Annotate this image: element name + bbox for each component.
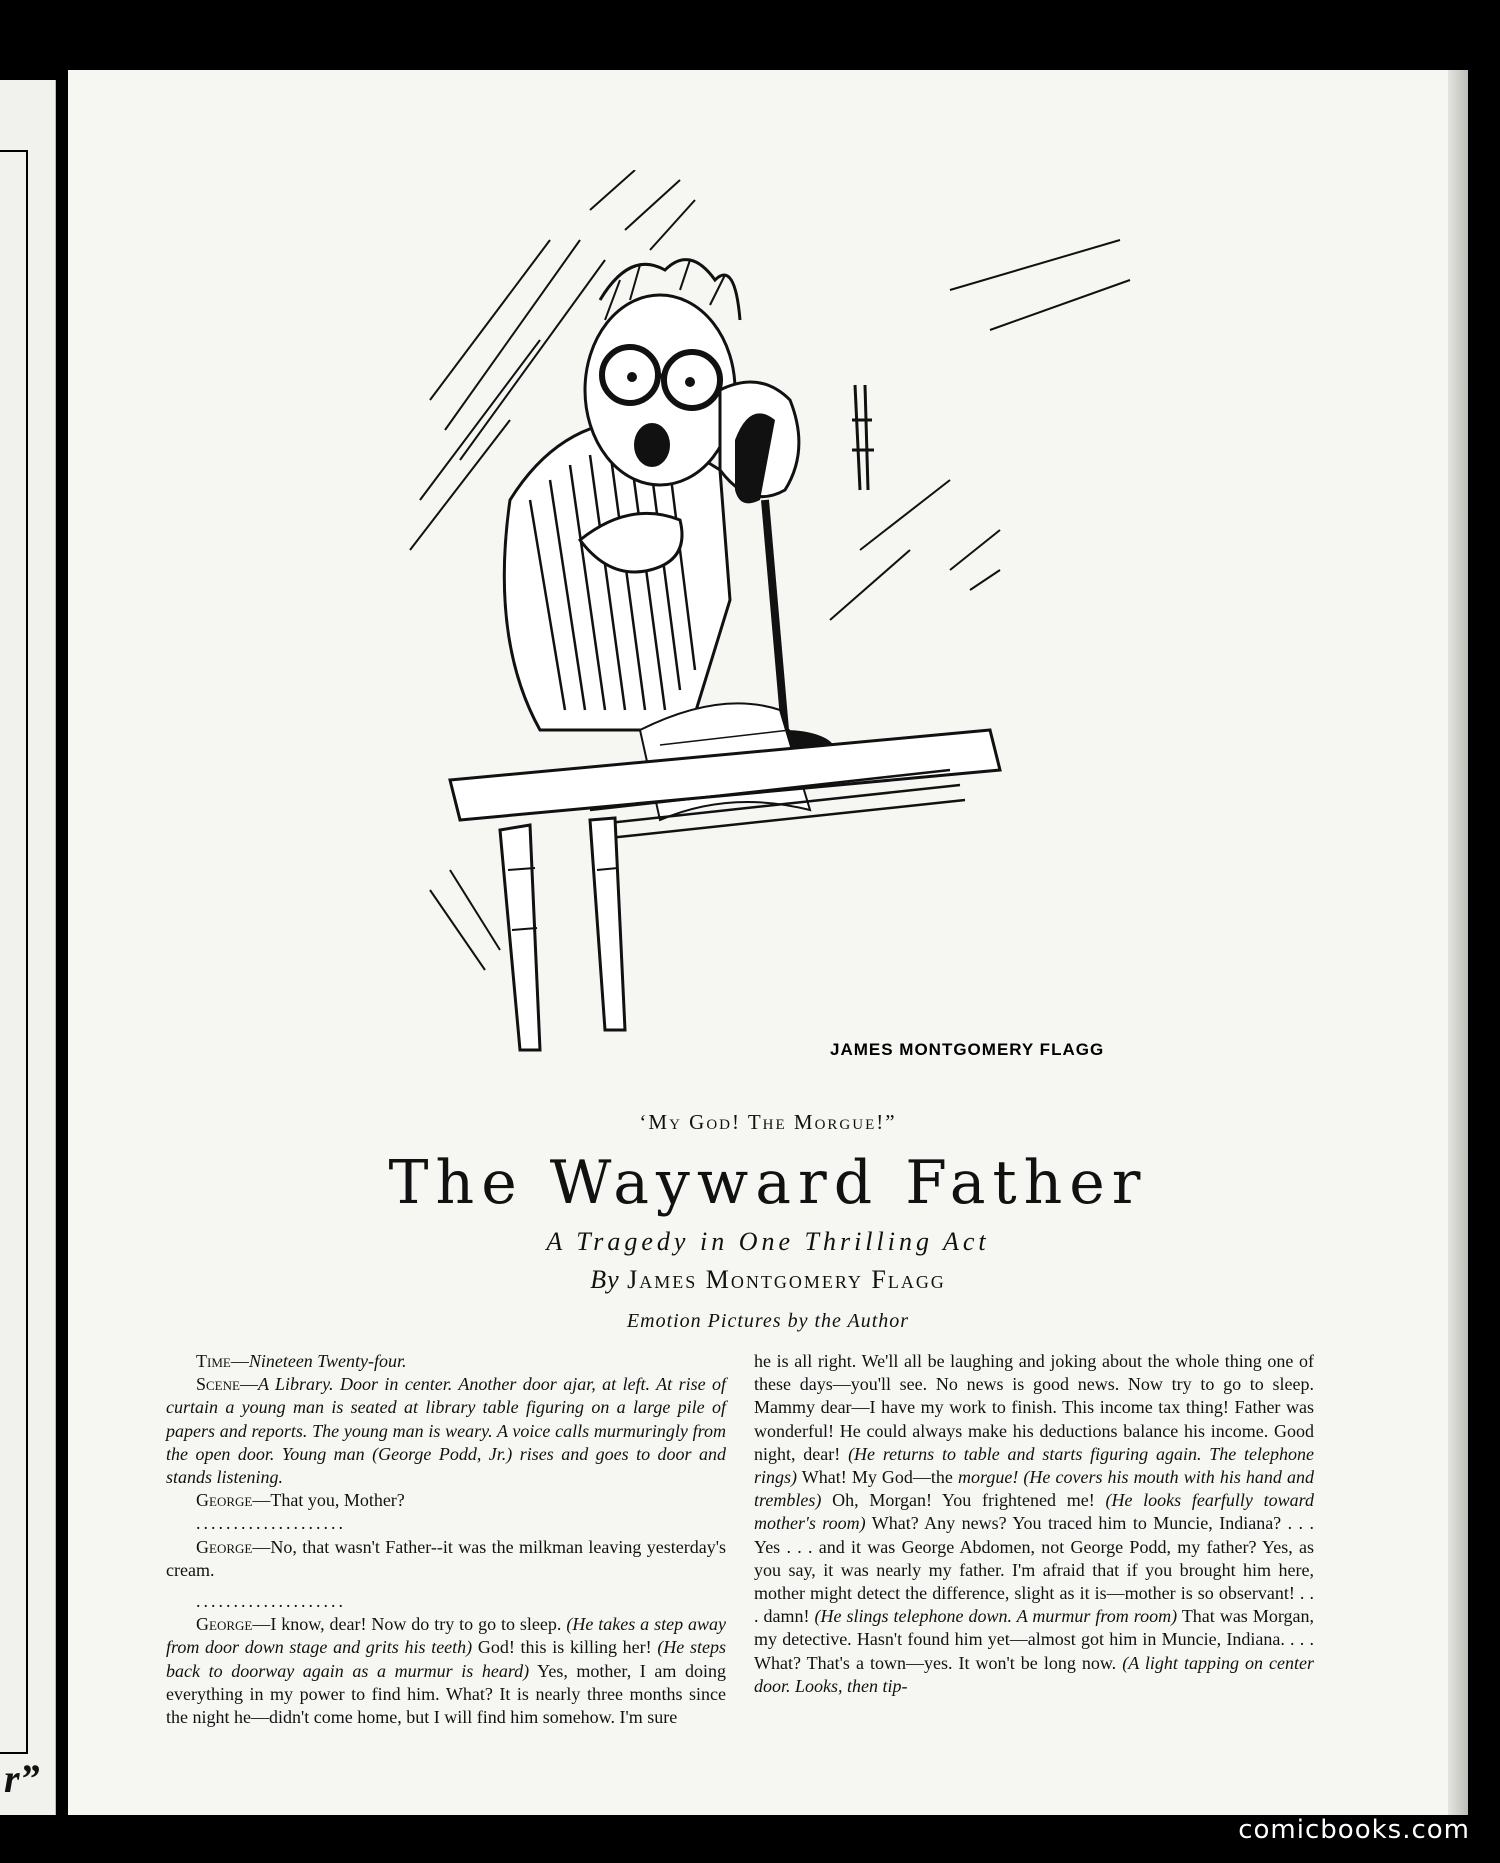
stage-label: Time—	[196, 1351, 249, 1371]
stage-direction: Nineteen Twenty-four.	[248, 1351, 407, 1371]
speaker-label: George—	[196, 1536, 271, 1557]
byline-author: James Montgomery Flagg	[627, 1265, 946, 1294]
page-edge-shadow	[1448, 70, 1468, 1815]
byline-by: By	[590, 1265, 620, 1294]
paragraph	[166, 1613, 726, 1729]
magazine-page	[68, 70, 1468, 1815]
dialogue: God! this is killing her!	[472, 1637, 658, 1658]
stage-direction: A Library. Door in center. Another door ajar, at left. At rise of curtain a young man is seated at library table figuring on a large pile of papers and reports. The young man is weary. A voice calls murmuringly from the open door. Young man (George Podd, Jr.) rises and goes to door and stands listening.	[166, 1374, 726, 1488]
paragraph	[166, 1489, 726, 1512]
stage-direction: (He slings telephone down. A murmur from room)	[814, 1606, 1178, 1627]
artist-signature: JAMES MONTGOMERY FLAGG	[830, 1040, 1105, 1059]
stage-direction: (He returns to table and starts figuring again. The telephone rings)	[754, 1443, 1315, 1488]
paragraph	[166, 1373, 726, 1489]
paragraph	[754, 1350, 1314, 1698]
speaker-label: George—	[196, 1490, 271, 1511]
dialogue-emphasis: morgue!	[958, 1467, 1019, 1488]
dialogue: Oh, Morgan! You frightened me!	[821, 1490, 1106, 1511]
stage-direction: (A light tapping on center door. Looks, then tip-	[754, 1652, 1314, 1696]
pause-dots: ....................	[196, 1513, 346, 1534]
stage-direction: (He looks fearfully toward mother's room)	[754, 1490, 1315, 1534]
pause-dots: ....................	[196, 1591, 346, 1612]
dialogue: That was Morgan, my detective. Hasn't found him yet—almost got him in Muncie, Indiana. . . . What? That's a town—yes. It won't be long now.	[754, 1606, 1314, 1673]
dialogue: he is all right. We'll all be laughing and joking about the whole thing one of these days—you'll see. No news is good news. Now try to go to sleep. Mammy dear—I have my work to finish. This income tax thing! Father was wonderful! He could always make his deductions balance his income. Good night, dear!	[754, 1351, 1314, 1464]
dialogue: No, that wasn't Father--it was the milkman leaving yesterday's cream.	[166, 1536, 726, 1580]
dialogue: That you, Mother?	[270, 1490, 405, 1511]
dialogue: What! My God—the	[797, 1467, 958, 1488]
speaker-label: George—	[196, 1614, 271, 1635]
paragraph	[166, 1350, 726, 1373]
dialogue: What? Any news? You traced him to Muncie, Indiana? . . . Yes . . . and it was George Abdomen, not George Podd, my father? Yes, as you say, it was nearly my father. I'm afraid that if you brought him here, mother might detect the difference, slight as it is—mother is so observant! . . . damn!	[754, 1513, 1314, 1627]
byline	[68, 1265, 1468, 1295]
article-subtitle: A Tragedy in One Thrilling Act	[546, 1227, 990, 1256]
adjacent-page-text: r”	[4, 1756, 40, 1801]
adjacent-page	[0, 80, 56, 1815]
illustration-man-on-telephone	[390, 170, 1150, 1100]
stage-direction: (He covers his mouth with his hand and trembles)	[754, 1467, 1314, 1511]
adjacent-page-frame	[0, 150, 28, 1754]
site-watermark: comicbooks.com	[1238, 1815, 1470, 1845]
text-column-left	[166, 1350, 726, 1729]
stage-direction: (He steps back to doorway again as a murmur is heard)	[166, 1637, 726, 1681]
article-title: The Wayward Father	[388, 1148, 1148, 1218]
stage-label: Scene—	[196, 1374, 258, 1395]
text-column-right	[754, 1350, 1314, 1698]
dialogue: Yes, mother, I am doing everything in my power to find him. What? It is nearly three months since the night he—didn't come home, but I will find him somehow. I'm sure	[166, 1660, 726, 1728]
stage-direction: (He takes a step away from door down stage and grits his teeth)	[166, 1614, 726, 1658]
illustration-credit: Emotion Pictures by the Author	[626, 1310, 910, 1332]
paragraph	[166, 1536, 726, 1582]
illustration-caption: ‘My God! The Morgue!”	[639, 1110, 897, 1134]
dialogue: I know, dear! Now do try to go to sleep.	[270, 1614, 567, 1635]
